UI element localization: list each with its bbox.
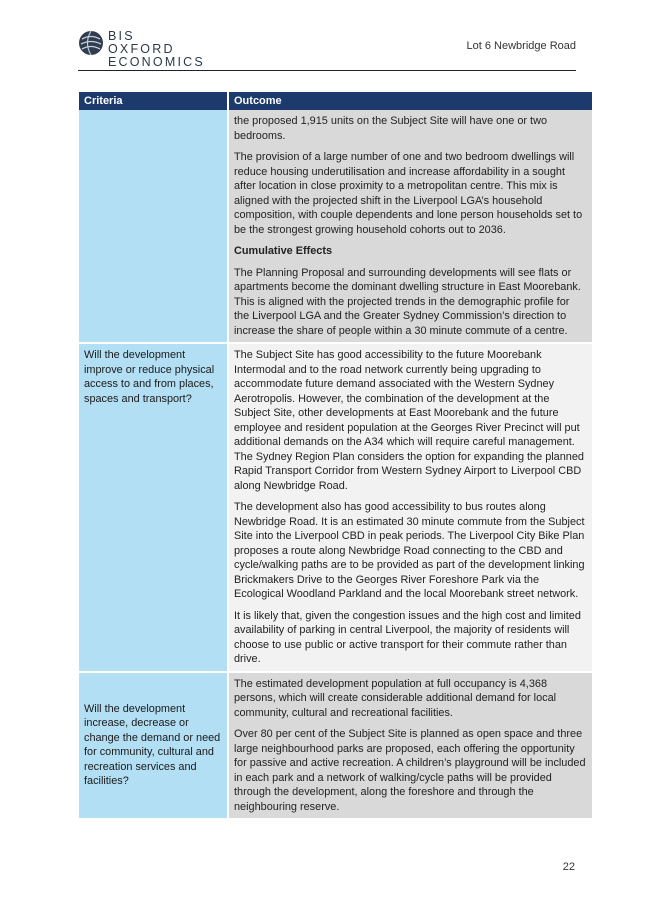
- bis-oxford-economics-logo: [78, 28, 205, 69]
- outcome-cell: [228, 110, 592, 343]
- outcome-paragraph: The estimated development population at full occupancy is 4,368 persons, which will create considerable additional demand for local community, cultural and recreational facilities.: [234, 677, 557, 719]
- outcome-paragraph: The provision of a large number of one and two bedroom dwellings will reduce housing underutilisation and increase affordability in a sought after location in close proximity to a metropolitan centre. This mix is aligned with the projected shift in the Liverpool LGA’s household composition, with couple dependents and lone person households set to be the strongest growing household cohorts out to 2036.: [234, 151, 583, 236]
- criteria-cell: Will the development increase, decrease or change the demand or need for community, cultural and recreation services and facilities?: [79, 672, 228, 819]
- outcome-paragraph: the proposed 1,915 units on the Subject Site will have one or two bedrooms.: [234, 115, 548, 142]
- criteria-outcome-table: [79, 92, 592, 818]
- document-title: Lot 6 Newbridge Road: [466, 40, 576, 52]
- outcome-paragraph: It is likely that, given the congestion issues and the high cost and limited availability of parking in central Liverpool, the majority of residents will choose to use public or active transport for their commute rather than drive.: [234, 609, 581, 665]
- table-row: [79, 110, 592, 343]
- table-header-row: [79, 92, 592, 110]
- column-header-outcome: Outcome: [228, 92, 592, 110]
- outcome-paragraph: The development also has good accessibility to bus routes along Newbridge Road. It is an estimated 30 minute commute from the Subject Site into the Liverpool CBD in peak periods. The Liverpool City Bike Plan proposes a route along Newbridge Road connecting to the CBD and cycle/walking paths are to be provided as part of the development linking Brickmakers Drive to the Georges River Foreshore Park via the Ecological Woodland Parkland and the local Moorebank street network.: [234, 501, 585, 600]
- table-row: [79, 672, 592, 819]
- outcome-paragraph: The Planning Proposal and surrounding developments will see flats or apartments become the dominant dwelling structure in East Moorebank. This is aligned with the projected trends in the demographic profile for the Liverpool LGA and the Greater Sydney Commission’s direction to increase the share of people within a 30 minute commute of a centre.: [234, 266, 581, 337]
- table-row: [79, 343, 592, 672]
- page-number: 22: [562, 861, 575, 873]
- outcome-cell: [228, 343, 592, 672]
- page-header: [78, 28, 576, 71]
- subheading-cumulative-effects: Cumulative Effects: [234, 245, 333, 257]
- logo-line-2: ECONOMICS: [108, 55, 205, 69]
- column-header-criteria: Criteria: [79, 92, 228, 110]
- criteria-cell: [79, 110, 228, 343]
- outcome-paragraph: The Subject Site has good accessibility to the future Moorebank Intermodal and to the road network currently being upgrading to accommodate future demand associated with the Western Sydney Aerotropolis. However, the combination of the development at the Subject Site, other developments at East Moorebank and the future employee and resident population at the Georges River Precinct will put additional demands on the A34 which will require careful management. The Sydney Region Plan considers the option for expanding the planned Rapid Transport Corridor from Western Sydney Airport to Liverpool CBD along Newbridge Road.: [234, 349, 584, 492]
- criteria-cell: Will the development improve or reduce physical access to and from places, spaces and transport?: [79, 343, 228, 672]
- outcome-paragraph: Over 80 per cent of the Subject Site is planned as open space and three large neighbourhood parks are proposed, each offering the opportunity for passive and active recreation. A children’s playground will be included in each park and a network of walking/cycle paths will be provided through the development, along the foreshore and through the neighbouring reserve.: [234, 728, 586, 813]
- logo-line-1: BIS OXFORD: [108, 29, 175, 56]
- outcome-cell: [228, 672, 592, 819]
- logo-wordmark: [108, 30, 205, 69]
- globe-icon: [78, 30, 104, 56]
